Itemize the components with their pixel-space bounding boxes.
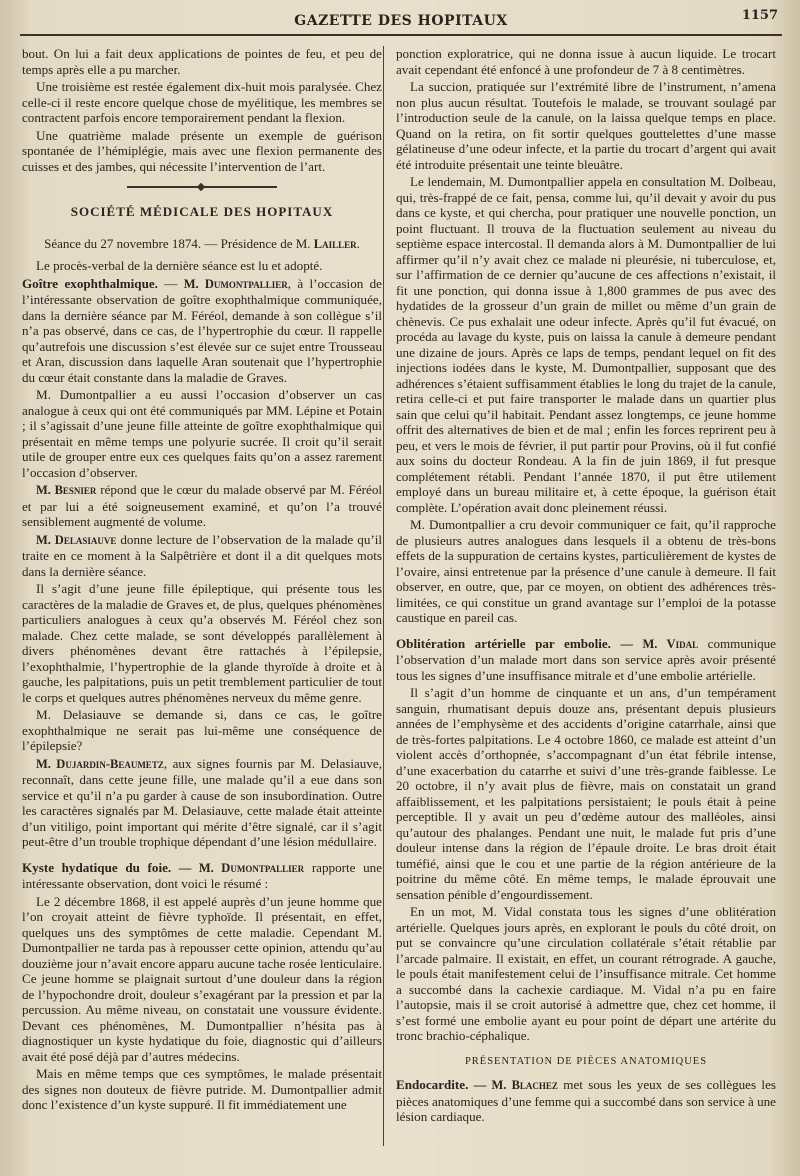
author-name: M. Dujardin-Beaumetz: [36, 756, 164, 771]
paragraph: En un mot, M. Vidal constata tous les signes d’une oblitération artérielle. Quelques jours après, en explorant le pouls du côté droit, on put se convaincre qu’une circulation collatérale s’était rétablie par l’arcade palmaire. Il existait, en effet, un courant rétrograde. A gauche, le pouls était manifestement celui de l’insuffisance mitrale. Cet homme a succombé dans la cachexie cardiaque. M. Vidal n’a pu en faire l’autopsie, mais il se croit autorisé à admettre que, chez cet homme, il s’est formé une embolie ayant eu pour point de départ une artérite du tronc brachio-céphalique.: [396, 904, 776, 1043]
column-rule: [383, 46, 384, 1146]
rubric-heading: Endocardite.: [396, 1077, 469, 1092]
paragraph: bout. On lui a fait deux applications de pointes de feu, et peu de temps après elle a pu marcher.: [22, 46, 382, 77]
paragraph: Mais en même temps que ces symptômes, le malade présentait des signes non douteux de fièvre putride. M. Dumontpallier admit donc l’existence d’un kyste suppuré. Il fit immédiatement une: [22, 1066, 382, 1112]
paragraph-text: , à l’occasion de l’intéressante observation de goître exophthalmique communiquée, dans la dernière séance par M. Féréol, demande à son collègue s’il n’a pas observé, dans ce cas, de l’hypertrophie du cœur. Il rappelle qu’autrefois une discussion s’est élevée sur ce sujet entre Trousseau et Aran, discussion dans laquelle Aran soutenait que l’hypertrophie du cœur était constante dans la maladie de Graves.: [22, 275, 382, 385]
author-name: M. Besnier: [36, 483, 97, 497]
paragraph: [22, 482, 382, 530]
paragraph: M. Dumontpallier a eu aussi l’occasion d’observer un cas analogue à ceux qui ont été communiqués par MM. Lépine et Potain ; il s’agissait d’une jeune fille atteinte de goître exophthalmique qui présentait en même temps une polyurie sucrée. Il croit qu’il serait utile de grouper entre eux ces quelques faits qu’on a assez rarement l’occasion d’observer.: [22, 387, 382, 480]
running-title: GAZETTE DES HOPITAUX: [294, 13, 508, 29]
rubric-heading: Kyste hydatique du foie.: [22, 859, 172, 875]
paragraph-text: rapporte une intéressante observation, dont voici le résumé :: [22, 859, 383, 891]
rubric-heading: Oblitération artérielle par embolie.: [396, 635, 611, 651]
paragraph-text: donne lecture de l’observation de la malade qu’il traite en ce moment à la Salpêtrière et dont il a dit quelques mots dans la dernière séance.: [22, 531, 383, 579]
paragraph: Il s’agit d’une jeune fille épileptique, qui présente tous les caractères de la maladie de Graves et, de plus, quelques phénomènes particuliers analogues à ceux qu’a observés M. Féréol chez son malade. Chez cette malade, se sont développés parallèlement à divers phénomènes devant être rattachés à l’épilepsie, l’exophthalmie, l’hypertrophie de la glande thyroïde à droite et à gauche, les palpitations, puis un petit tremblement particulier de tout le corps et quelques autres phénomènes nerveux du même genre.: [22, 581, 382, 705]
author-name: — M. Blachez: [473, 1078, 558, 1092]
left-column: [22, 46, 382, 1115]
author-name: — M. Vidal: [620, 636, 699, 651]
paragraph: ponction exploratrice, qui ne donna issue à aucun liquide. Le trocart avait cependant été enfoncé à une profondeur de 7 à 8 centimètres.: [396, 46, 776, 77]
author-name: — M. Dumontpallier: [178, 860, 305, 875]
paragraph: Goître exophthalmique. — M. Dumontpallier, à l’occasion de l’intéressante observation de goître exophthalmique communiquée, dans la dernière séance par M. Féréol, demande à son collègue s’il n’a pas observé, dans ce cas, de l’hypertrophie du cœur. Il rappelle qu’autrefois une discussion s’est élevée sur ce sujet entre Trousseau et Aran, discussion dans laquelle Aran soutenait que l’hypertrophie du cœur était constante dans la maladie de Graves.: [22, 275, 382, 385]
paragraph-text: communique l’observation d’un malade mort dans son service après avoir présenté tous les signes d’une insuffisance mitrale et d’une embolie artérielle.: [396, 635, 776, 683]
page-header: [20, 0, 782, 36]
paragraph: Une troisième est restée également dix-huit mois paralysée. Chez celle-ci il reste encore quelque chose de myélitique, les membres se contractent parfois encore temporairement pendant la flexion.: [22, 79, 382, 125]
paragraph: [396, 636, 776, 684]
paragraph: Le lendemain, M. Dumontpallier appela en consultation M. Dolbeau, qui, très-frappé de ce fait, pensa, comme lui, qu’il devait y avoir du pus dans ce kyste, et qui chercha, pour pratiquer une nouvelle ponction, un point fluctuant. Il trouva de la fluctuation seulement au niveau du septième espace intercostal. Il demanda alors à M. Dumontpallier de lui affirmer qu’il n’y avait chez ce malade ni pleurésie, ni tuberculose, et, sur l’affirmation de ce dernier qu’aucune de ces affections n’existait, il fit une ponction, qui donna issue à 1,800 grammes de pus avec des hydatides de la grosseur d’un grain de millet ou même d’un grain de chènevis. Ce pus exhalait une odeur infecte. Après qu’il fut évacué, on procéda au lavage du kyste, puis on laissa la canule à demeure pendant une dizaine de jours. Après ce laps de temps, pendant lequel on fit des injections iodées dans le kyste, M. Dumontpallier, supposant que des adhérences s’étaient suffisamment établies le long du trajet de la canule, retira celle-ci et put faire transporter le malade dans un quartier plus sain que celui qu’il habitait. Pendant assez longtemps, ce jeune homme offrit des alternatives de bien et de mal ; enfin les forces reprirent peu à peu, et vers le mois de février, il put partir pour Provins, où il fut confié aux soins du docteur Rondeau. A la fin de juin 1869, il fut presque complétement rétabli. Pendant l’année 1870, il put être utilement employé dans un bureau militaire et, à cette époque, la guérison était complète. L’opération avait donc pleinement réussi.: [396, 174, 776, 515]
session-line: Séance du 27 novembre 1874. — Présidence de M. Lailler.: [44, 235, 360, 251]
paragraph: Il s’agit d’un homme de cinquante et un ans, d’un tempérament sanguin, rhumatisant depuis douze ans, présentant depuis plusieurs années de l’emphysème et des accidents d’origine catarrhale, ainsi que de très-fortes palpitations. Le 4 octobre 1860, ce malade est atteint d’un violent accès d’orthopnée, s’accompagnant d’un état fébrile intense, d’une exacerbation du catarrhe et suivi d’une très-grande faiblesse. Le 20 octobre, il n’y avait plus de fièvre, mais on constatait un grand affaiblissement, et les palpitations persistaient; le pouls était à peine perceptible. Il y avait un peu d’œdème autour des malléoles, ainsi qu’autour des phalanges. Pendant une nuit, le malade fut pris d’une douleur intense dans la région de l’épaule droite. Le bras droit était tuméfié, ainsi que le cou et une partie de la région antérieure de la poitrine du même côté. En même temps, le malade éprouvait une sensation pénible d’engourdissement.: [396, 685, 776, 902]
paragraph: [22, 860, 382, 892]
paragraph: Une quatrième malade présente un exemple de guérison spontanée de l’hémiplégie, mais avec une flexion permanente des cuisses et des jambes, qui nécessite l’intervention de l’art.: [22, 127, 382, 174]
section-separator: [127, 184, 277, 190]
paragraph: [396, 1077, 776, 1125]
paragraph-text: , aux signes fournis par M. Delasiauve, reconnaît, dans cette jeune fille, une malade qu’il a eue dans son service et qu’il n’a pu garder à cause de son insubordination. Outre les caractères signalés par M. Delasiauve, cette malade était atteinte d’un vitiligo, point important qui mérite d’être signalé, car il s’agit peut-être d’un trouble trophique dépendant d’une lésion médullaire.: [22, 755, 382, 849]
session-text: Séance du 27 novembre 1874. — Présidence de M.: [44, 235, 311, 251]
paragraph: Le procès-verbal de la dernière séance est lu et adopté.: [36, 258, 323, 273]
session-president: Lailler: [313, 236, 357, 251]
paragraph: [22, 532, 382, 580]
paragraph: M. Delasiauve se demande si, dans ce cas, le goître exophthalmique ne serait pas lui-même une conséquence de l’épilepsie?: [22, 707, 382, 753]
paragraph-text: répond que le cœur du malade observé par M. Féréol et par lui a été soigneusement examiné, et qu’on l’a trouvé sensiblement augmenté de volume.: [22, 482, 383, 529]
paragraph-text: met sous les yeux de ses collègues les pièces anatomiques d’une femme qui a succombé dans son service à une lésion cardiaque.: [396, 1077, 776, 1124]
author-name: M. Delasiauve: [36, 532, 117, 547]
rubric-heading: Goître exophthalmique.: [22, 275, 158, 291]
paragraph: Le 2 décembre 1868, il est appelé auprès d’un jeune homme que l’on croyait atteint de fièvre typhoïde. Il présentait, en effet, quelques uns des symptômes de cette maladie. Cependant M. Dumontpallier ne tarda pas à repousser cette opinion, attendu qu’au douzième jour n’avait encore apparu aucune tache rosée lenticulaire. Ce jeune homme se plaignait surtout d’une douleur dans la région de l’hypochondre droit, douleur s’exagérant par la pression et par la percussion. Au même niveau, on constatait une voussure évidente. Devant ces phénomènes, M. Dumontpallier n’hésita pas à diagnostiquer un kyste hydatique du foie, diagnostic qui d’ailleurs avait été posé déjà par d’autres médecins.: [22, 893, 382, 1064]
paragraph: La succion, pratiquée sur l’extrémité libre de l’instrument, n’amena non plus aucun résultat. Toutefois le malade, se trouvant soulagé par l’introduction seule de la canule, on la laissa quelque temps en place. Quand on la retira, on fit sortir quelques gouttelettes d’une masse gélatineuse d’une odeur infecte, et la partie du trocart d’argent qui avait été introduite présentait une teinte bleuâtre.: [396, 79, 776, 172]
section-title: SOCIÉTÉ MÉDICALE DES HOPITAUX: [70, 204, 334, 219]
right-column: [396, 46, 776, 1127]
paragraph: [22, 756, 382, 850]
paragraph: M. Dumontpallier a cru devoir communiquer ce fait, qu’il rapproche de plusieurs autres analogues dans lesquels il a obtenu de très-bons effets de la suppuration de certains kystes, particulièrement de kystes de l’ovaire, ainsi entretenue par la présence d’une canule à demeure. Il fait observer, en outre, que, par ce moyen, on obtient des adhérences très-limitées, ce qui constitue un grand avantage sur l’emploi de la potasse caustique en pareil cas.: [396, 517, 776, 625]
subsection-title: PRÉSENTATION DE PIÈCES ANATOMIQUES: [464, 1055, 708, 1067]
page-number: 1157: [741, 8, 778, 23]
author-name: M. Dumontpallier: [183, 276, 288, 291]
